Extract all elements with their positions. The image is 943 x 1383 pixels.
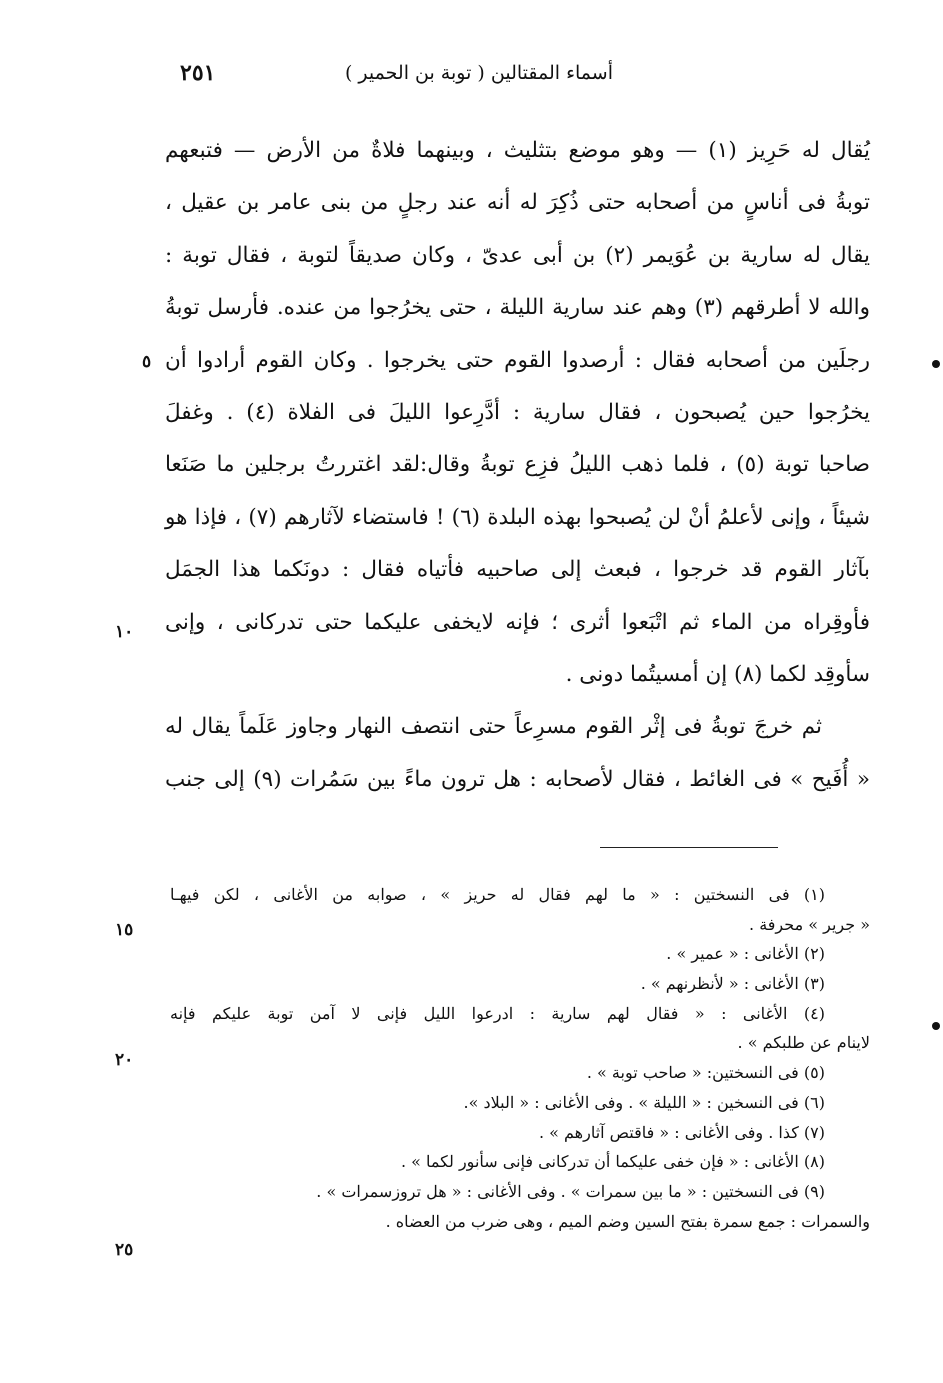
footnotes [170,880,870,1236]
text-line: يخرُجوا حين يُصبحون ، فقال سارية : أدَّرِعوا الليلَ فى الفلاة (٤) . وغفلَ [165,399,870,425]
text-line: رجلَين من أصحابه فقال : أرصدوا القوم حتى يخرجوا . وكان القوم أرادوا أن [165,347,870,373]
text-line: سأوقِد لكما (٨) إن أمسيتُما دونى . [565,661,870,687]
margin-mark [932,1022,940,1030]
text-line: شيئاً ، وإنى لأعلمُ أنْ لن يُصبحوا بهذه البلدة (٦) ! فاستضاء لآثارهم (٧) ، فإذا هو [165,504,871,530]
footnote-line: (٤) الأغانى : « فقال لهم سارية : ادرعوا الليل فإنى لا آمن توبة عليكم فإنه [170,1003,825,1023]
page-number: ٢٥١ [180,60,216,86]
running-header-title: أسماء المقتالين ( توبة بن الحمير ) [344,62,613,84]
footnote-divider [600,847,778,848]
line-number-20: ٢٠ [115,1050,134,1070]
footnote-line: والسمرات : جمع سمرة بفتح السين وضم الميم ، وهى ضرب من العضاه . [385,1211,870,1231]
line-number-10: ١٠ [115,622,134,642]
text-line: يقال له سارية بن عُوَيمر (٢) بن أبى عدىّ ، وكان صديقاً لتوبة ، فقال توبة : [165,242,870,268]
main-text [165,125,870,806]
footnote-line: (٢) الأغانى : « عمير » . [666,944,825,964]
text-line: ثم خرجَ توبةُ فى إثْر القوم مسرِعاً حتى انتصف النهار وجاوز عَلَماً يقال له [165,714,822,740]
footnote-line: (٩) فى النسختين : « ما بين سمرات » . وفى الأغانى : « هل تروزسمرات » . [316,1181,825,1201]
text-line: والله لا أطرقهم (٣) وهم عند سارية الليلة ، حتى يخرُجوا من عنده. فأرسل توبةُ [165,295,870,321]
line-number-25: ٢٥ [115,1240,134,1260]
text-line: « أُفَيح » فى الغائط ، فقال لأصحابه : هل ترون ماءً بين سَمُرات (٩) إلى جنب [165,766,870,792]
footnote-line: « جرير » محرفة . [749,914,870,934]
text-line: صاحبا توبة (٥) ، فلما ذهب الليلُ فزِع توبةُ وقال:لقد اغتررتُ برجلين ما صَنَعا [165,452,871,478]
footnote-line: (١) فى النسختين : « ما لهم فقال له حريز » ، صوابه من الأغانى ، لكن فيهـا [170,885,825,904]
margin-mark [932,360,940,368]
footnote-line: (٥) فى النسختين: « صاحب توبة » . [586,1063,825,1083]
footnote-line: (٨) الأغانى : « فإن خفى عليكما أن تدركانى فإنى سأنور لكما » . [400,1152,825,1172]
footnote-line: (٧) كذا . وفى الأغانى : « فاقتص آثارهم » . [538,1122,825,1142]
text-line: توبةُ فى أناسٍ من أصحابه حتى ذُكِرَ له أنه عند رجلٍ من بنى عامر بن عقيل ، [165,190,870,216]
text-line: فأوقِراه من الماء ثم اتْبَعوا أثرى ؛ فإنه لايخفى عليكما حتى تدركانى ، وإنى [165,609,870,635]
line-number-15: ١٥ [115,920,134,940]
line-number-5: ٥ [142,352,152,372]
footnote-line: لاينام عن طلبكم » . [737,1033,870,1053]
footnote-line: (٣) الأغانى : « لأنظرنهم » . [640,974,825,994]
footnote-line: (٦) فى النسخين : « الليلة » . وفى الأغانى : « البلاد ». [463,1092,825,1112]
text-line: بآثار القوم قد خرجوا ، فبعث إلى صاحبيه فأتياه فقال : دونَكما هذا الجمَل [165,557,870,583]
text-line: يُقال له حَرِيز (١) — وهو موضع بتثليث ، وبينهما فلاةٌ من الأرض — فتبعهم [165,138,871,163]
